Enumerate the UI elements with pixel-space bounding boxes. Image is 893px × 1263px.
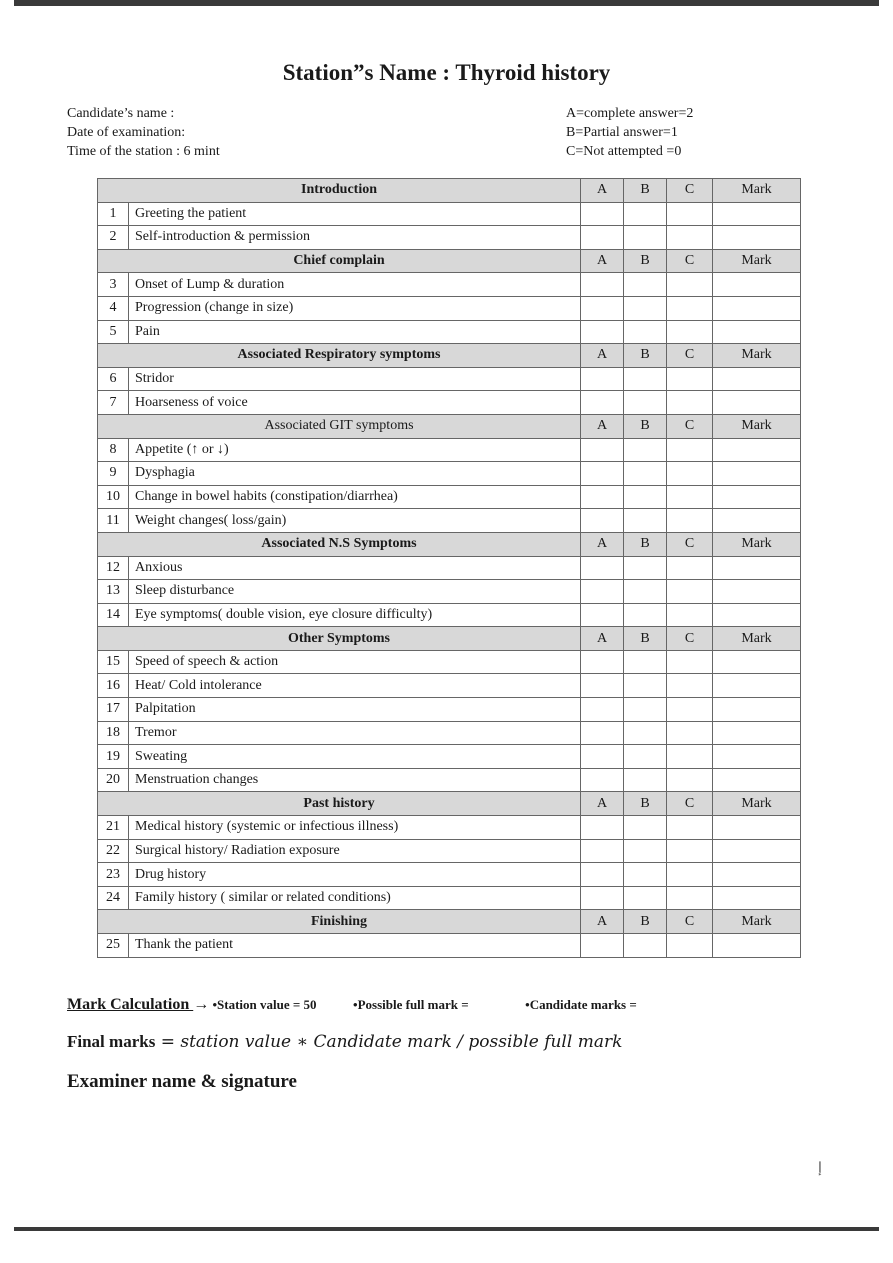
page-title: Station”s Name : Thyroid history bbox=[282, 60, 611, 85]
score-cell-b[interactable] bbox=[624, 438, 667, 462]
score-cell-a[interactable] bbox=[581, 839, 624, 863]
table-row bbox=[98, 603, 801, 627]
final-marks-label: Final marks bbox=[67, 1032, 156, 1051]
column-header-c: C bbox=[667, 910, 713, 934]
section-title: Past history bbox=[98, 792, 581, 816]
score-cell-c[interactable] bbox=[667, 391, 713, 415]
station-value: •Station value = 50 bbox=[212, 997, 317, 1012]
column-header-b: B bbox=[624, 344, 667, 368]
table-row bbox=[98, 839, 801, 863]
table-row bbox=[98, 934, 801, 958]
score-cell-b[interactable] bbox=[624, 367, 667, 391]
column-header-a: A bbox=[581, 344, 624, 368]
item-number: 12 bbox=[98, 556, 129, 580]
column-header-mark: Mark bbox=[713, 179, 801, 203]
arrow-icon: → bbox=[193, 996, 210, 1013]
item-number: 19 bbox=[98, 745, 129, 769]
grade-c-legend: C=Not attempted =0 bbox=[566, 144, 682, 159]
column-header-c: C bbox=[667, 179, 713, 203]
column-header-a: A bbox=[581, 792, 624, 816]
column-header-a: A bbox=[581, 910, 624, 934]
formula-text: = station value ∗ Candidate mark / possible full mark bbox=[155, 1032, 623, 1052]
score-cell-mark[interactable] bbox=[713, 839, 801, 863]
table-row bbox=[98, 650, 801, 674]
score-cell-a[interactable] bbox=[581, 296, 624, 320]
item-description: Palpitation bbox=[129, 698, 581, 722]
score-cell-a[interactable] bbox=[581, 226, 624, 250]
section-title: Associated Respiratory symptoms bbox=[98, 344, 581, 368]
score-cell-c[interactable] bbox=[667, 603, 713, 627]
table-row bbox=[98, 674, 801, 698]
table-row bbox=[98, 273, 801, 297]
score-cell-a[interactable] bbox=[581, 768, 624, 792]
score-cell-a[interactable] bbox=[581, 816, 624, 840]
item-number: 6 bbox=[98, 367, 129, 391]
item-description: Heat/ Cold intolerance bbox=[129, 674, 581, 698]
score-cell-mark[interactable] bbox=[713, 886, 801, 910]
column-header-a: A bbox=[581, 179, 624, 203]
item-number: 13 bbox=[98, 580, 129, 604]
score-cell-mark[interactable] bbox=[713, 650, 801, 674]
score-cell-c[interactable] bbox=[667, 886, 713, 910]
score-cell-c[interactable] bbox=[667, 367, 713, 391]
score-cell-mark[interactable] bbox=[713, 296, 801, 320]
item-description: Medical history (systemic or infectious illness) bbox=[129, 816, 581, 840]
score-cell-b[interactable] bbox=[624, 816, 667, 840]
section-header-row bbox=[98, 249, 801, 273]
score-cell-c[interactable] bbox=[667, 462, 713, 486]
column-header-a: A bbox=[581, 249, 624, 273]
column-header-c: C bbox=[667, 249, 713, 273]
column-header-mark: Mark bbox=[713, 627, 801, 651]
item-number: 9 bbox=[98, 462, 129, 486]
table-row bbox=[98, 438, 801, 462]
possible-full-mark: •Possible full mark = bbox=[353, 997, 469, 1012]
item-description: Pain bbox=[129, 320, 581, 344]
score-cell-b[interactable] bbox=[624, 296, 667, 320]
item-description: Stridor bbox=[129, 367, 581, 391]
score-cell-b[interactable] bbox=[624, 886, 667, 910]
section-title: Finishing bbox=[98, 910, 581, 934]
exam-date-label: Date of examination: bbox=[67, 125, 186, 140]
score-cell-mark[interactable] bbox=[713, 603, 801, 627]
score-cell-c[interactable] bbox=[667, 296, 713, 320]
score-cell-c[interactable] bbox=[667, 509, 713, 533]
score-cell-b[interactable] bbox=[624, 580, 667, 604]
table-row bbox=[98, 863, 801, 887]
score-cell-a[interactable] bbox=[581, 273, 624, 297]
score-cell-b[interactable] bbox=[624, 391, 667, 415]
item-description: Family history ( similar or related conditions) bbox=[129, 886, 581, 910]
item-description: Progression (change in size) bbox=[129, 296, 581, 320]
grade-b-legend: B=Partial answer=1 bbox=[566, 125, 678, 140]
item-description: Hoarseness of voice bbox=[129, 391, 581, 415]
item-description: Sleep disturbance bbox=[129, 580, 581, 604]
score-cell-mark[interactable] bbox=[713, 438, 801, 462]
item-description: Tremor bbox=[129, 721, 581, 745]
score-cell-c[interactable] bbox=[667, 320, 713, 344]
column-header-mark: Mark bbox=[713, 344, 801, 368]
score-cell-c[interactable] bbox=[667, 650, 713, 674]
score-cell-b[interactable] bbox=[624, 863, 667, 887]
item-description: Drug history bbox=[129, 863, 581, 887]
score-cell-a[interactable] bbox=[581, 603, 624, 627]
column-header-mark: Mark bbox=[713, 792, 801, 816]
item-number: 17 bbox=[98, 698, 129, 722]
item-description: Surgical history/ Radiation exposure bbox=[129, 839, 581, 863]
item-description: Thank the patient bbox=[129, 934, 581, 958]
item-description: Greeting the patient bbox=[129, 202, 581, 226]
table-row bbox=[98, 556, 801, 580]
score-cell-a[interactable] bbox=[581, 320, 624, 344]
score-cell-c[interactable] bbox=[667, 226, 713, 250]
score-cell-mark[interactable] bbox=[713, 580, 801, 604]
score-cell-mark[interactable] bbox=[713, 273, 801, 297]
score-cell-mark[interactable] bbox=[713, 556, 801, 580]
item-description: Menstruation changes bbox=[129, 768, 581, 792]
score-cell-b[interactable] bbox=[624, 485, 667, 509]
score-cell-b[interactable] bbox=[624, 462, 667, 486]
column-header-mark: Mark bbox=[713, 414, 801, 438]
section-title: Introduction bbox=[98, 179, 581, 203]
item-number: 5 bbox=[98, 320, 129, 344]
score-cell-a[interactable] bbox=[581, 721, 624, 745]
score-cell-mark[interactable] bbox=[713, 226, 801, 250]
examiner-signature-label: Examiner name & signature bbox=[67, 1071, 297, 1092]
score-cell-b[interactable] bbox=[624, 674, 667, 698]
column-header-a: A bbox=[581, 627, 624, 651]
score-cell-c[interactable] bbox=[667, 202, 713, 226]
table-row bbox=[98, 509, 801, 533]
item-description: Anxious bbox=[129, 556, 581, 580]
column-header-c: C bbox=[667, 532, 713, 556]
page-mark: إ bbox=[818, 1161, 822, 1176]
score-cell-c[interactable] bbox=[667, 839, 713, 863]
score-cell-b[interactable] bbox=[624, 320, 667, 344]
item-number: 20 bbox=[98, 768, 129, 792]
score-cell-c[interactable] bbox=[667, 745, 713, 769]
score-cell-a[interactable] bbox=[581, 367, 624, 391]
column-header-mark: Mark bbox=[713, 249, 801, 273]
column-header-c: C bbox=[667, 627, 713, 651]
score-cell-b[interactable] bbox=[624, 226, 667, 250]
score-cell-c[interactable] bbox=[667, 768, 713, 792]
table-row bbox=[98, 745, 801, 769]
column-header-b: B bbox=[624, 792, 667, 816]
score-cell-a[interactable] bbox=[581, 886, 624, 910]
item-number: 11 bbox=[98, 509, 129, 533]
score-cell-c[interactable] bbox=[667, 556, 713, 580]
item-number: 24 bbox=[98, 886, 129, 910]
score-cell-mark[interactable] bbox=[713, 934, 801, 958]
candidate-marks: •Candidate marks = bbox=[525, 997, 637, 1012]
table-row bbox=[98, 485, 801, 509]
score-cell-a[interactable] bbox=[581, 485, 624, 509]
table-row bbox=[98, 580, 801, 604]
score-cell-c[interactable] bbox=[667, 721, 713, 745]
grade-a-legend: A=complete answer=2 bbox=[566, 106, 694, 121]
top-border-bar bbox=[14, 0, 879, 6]
table-row bbox=[98, 320, 801, 344]
score-cell-c[interactable] bbox=[667, 438, 713, 462]
score-cell-c[interactable] bbox=[667, 674, 713, 698]
score-cell-mark[interactable] bbox=[713, 367, 801, 391]
table-row bbox=[98, 462, 801, 486]
item-number: 14 bbox=[98, 603, 129, 627]
grading-key bbox=[566, 104, 693, 161]
item-description: Weight changes( loss/gain) bbox=[129, 509, 581, 533]
score-cell-b[interactable] bbox=[624, 934, 667, 958]
item-number: 15 bbox=[98, 650, 129, 674]
score-cell-a[interactable] bbox=[581, 556, 624, 580]
table-row bbox=[98, 721, 801, 745]
item-number: 16 bbox=[98, 674, 129, 698]
score-cell-mark[interactable] bbox=[713, 320, 801, 344]
item-description: Speed of speech & action bbox=[129, 650, 581, 674]
item-number: 2 bbox=[98, 226, 129, 250]
score-cell-c[interactable] bbox=[667, 485, 713, 509]
score-cell-a[interactable] bbox=[581, 745, 624, 769]
section-header-row bbox=[98, 792, 801, 816]
score-cell-mark[interactable] bbox=[713, 863, 801, 887]
score-cell-c[interactable] bbox=[667, 934, 713, 958]
column-header-c: C bbox=[667, 792, 713, 816]
score-cell-b[interactable] bbox=[624, 603, 667, 627]
table-row bbox=[98, 202, 801, 226]
score-cell-mark[interactable] bbox=[713, 721, 801, 745]
item-description: Dysphagia bbox=[129, 462, 581, 486]
column-header-mark: Mark bbox=[713, 532, 801, 556]
section-title: Chief complain bbox=[98, 249, 581, 273]
score-cell-b[interactable] bbox=[624, 839, 667, 863]
column-header-a: A bbox=[581, 532, 624, 556]
score-cell-a[interactable] bbox=[581, 698, 624, 722]
column-header-b: B bbox=[624, 414, 667, 438]
item-number: 23 bbox=[98, 863, 129, 887]
score-cell-a[interactable] bbox=[581, 580, 624, 604]
column-header-a: A bbox=[581, 414, 624, 438]
score-cell-a[interactable] bbox=[581, 438, 624, 462]
section-header-row bbox=[98, 414, 801, 438]
item-description: Self-introduction & permission bbox=[129, 226, 581, 250]
score-cell-c[interactable] bbox=[667, 863, 713, 887]
score-cell-b[interactable] bbox=[624, 768, 667, 792]
score-cell-mark[interactable] bbox=[713, 768, 801, 792]
column-header-b: B bbox=[624, 179, 667, 203]
column-header-b: B bbox=[624, 910, 667, 934]
mark-calculation-label: Mark Calculation bbox=[67, 996, 194, 1013]
column-header-mark: Mark bbox=[713, 910, 801, 934]
score-cell-c[interactable] bbox=[667, 580, 713, 604]
score-cell-b[interactable] bbox=[624, 273, 667, 297]
item-number: 18 bbox=[98, 721, 129, 745]
item-number: 1 bbox=[98, 202, 129, 226]
section-title: Other Symptoms bbox=[98, 627, 581, 651]
item-number: 3 bbox=[98, 273, 129, 297]
section-title: Associated GIT symptoms bbox=[98, 414, 581, 438]
score-cell-b[interactable] bbox=[624, 650, 667, 674]
item-number: 21 bbox=[98, 816, 129, 840]
item-description: Change in bowel habits (constipation/diarrhea) bbox=[129, 485, 581, 509]
table-row bbox=[98, 768, 801, 792]
checklist-table bbox=[97, 178, 801, 958]
item-description: Eye symptoms( double vision, eye closure difficulty) bbox=[129, 603, 581, 627]
score-cell-mark[interactable] bbox=[713, 462, 801, 486]
score-cell-mark[interactable] bbox=[713, 485, 801, 509]
score-cell-b[interactable] bbox=[624, 698, 667, 722]
score-cell-c[interactable] bbox=[667, 698, 713, 722]
score-cell-mark[interactable] bbox=[713, 202, 801, 226]
item-description: Sweating bbox=[129, 745, 581, 769]
score-cell-a[interactable] bbox=[581, 391, 624, 415]
item-number: 4 bbox=[98, 296, 129, 320]
score-cell-b[interactable] bbox=[624, 556, 667, 580]
score-cell-a[interactable] bbox=[581, 934, 624, 958]
score-cell-a[interactable] bbox=[581, 863, 624, 887]
item-description: Appetite (↑ or ↓) bbox=[129, 438, 581, 462]
score-cell-a[interactable] bbox=[581, 509, 624, 533]
item-number: 22 bbox=[98, 839, 129, 863]
table-row bbox=[98, 391, 801, 415]
score-cell-a[interactable] bbox=[581, 650, 624, 674]
item-number: 8 bbox=[98, 438, 129, 462]
table-row bbox=[98, 816, 801, 840]
section-header-row bbox=[98, 910, 801, 934]
candidate-info bbox=[67, 104, 220, 161]
column-header-c: C bbox=[667, 414, 713, 438]
score-cell-mark[interactable] bbox=[713, 816, 801, 840]
table-row bbox=[98, 698, 801, 722]
score-cell-b[interactable] bbox=[624, 745, 667, 769]
candidate-name-label: Candidate’s name : bbox=[67, 106, 175, 121]
table-row bbox=[98, 886, 801, 910]
column-header-b: B bbox=[624, 249, 667, 273]
score-cell-mark[interactable] bbox=[713, 745, 801, 769]
score-cell-a[interactable] bbox=[581, 202, 624, 226]
item-number: 7 bbox=[98, 391, 129, 415]
column-header-c: C bbox=[667, 344, 713, 368]
final-marks-formula bbox=[67, 1032, 622, 1052]
score-cell-mark[interactable] bbox=[713, 391, 801, 415]
table-row bbox=[98, 367, 801, 391]
score-cell-c[interactable] bbox=[667, 273, 713, 297]
table-row bbox=[98, 226, 801, 250]
section-title: Associated N.S Symptoms bbox=[98, 532, 581, 556]
item-number: 25 bbox=[98, 934, 129, 958]
station-time-label: Time of the station : 6 mint bbox=[67, 144, 220, 159]
item-description: Onset of Lump & duration bbox=[129, 273, 581, 297]
bottom-border-bar bbox=[14, 1227, 879, 1231]
column-header-b: B bbox=[624, 627, 667, 651]
score-cell-mark[interactable] bbox=[713, 509, 801, 533]
score-cell-mark[interactable] bbox=[713, 698, 801, 722]
score-cell-a[interactable] bbox=[581, 674, 624, 698]
score-cell-a[interactable] bbox=[581, 462, 624, 486]
section-header-row bbox=[98, 627, 801, 651]
section-header-row bbox=[98, 532, 801, 556]
score-cell-mark[interactable] bbox=[713, 674, 801, 698]
score-cell-b[interactable] bbox=[624, 202, 667, 226]
column-header-b: B bbox=[624, 532, 667, 556]
score-cell-b[interactable] bbox=[624, 721, 667, 745]
score-cell-c[interactable] bbox=[667, 816, 713, 840]
table-row bbox=[98, 296, 801, 320]
section-header-row bbox=[98, 179, 801, 203]
mark-calculation bbox=[67, 996, 637, 1014]
section-header-row bbox=[98, 344, 801, 368]
score-cell-b[interactable] bbox=[624, 509, 667, 533]
item-number: 10 bbox=[98, 485, 129, 509]
